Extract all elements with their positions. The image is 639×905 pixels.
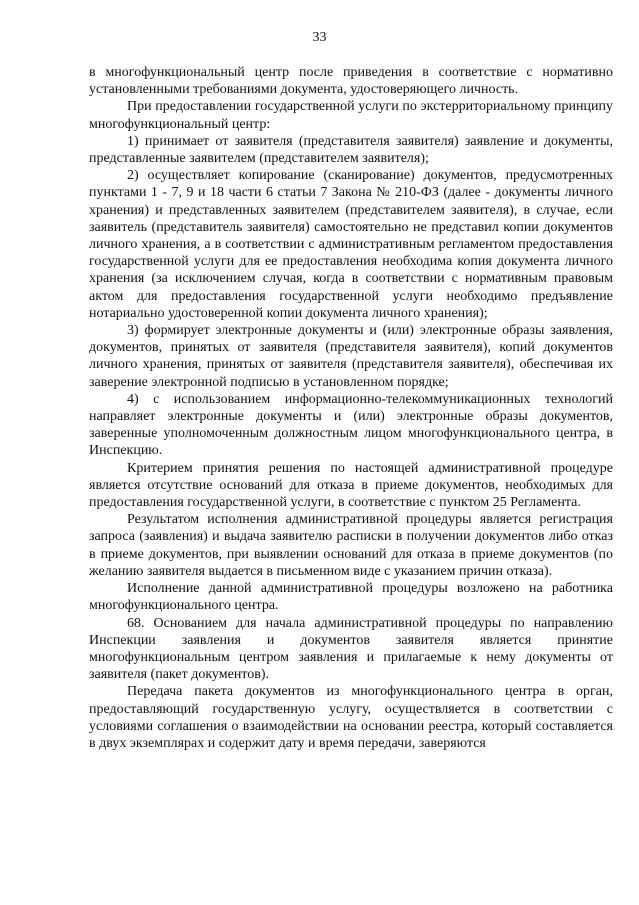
paragraph-continuation: в многофункциональный центр после приведения в соответствие с нормативно установленными требованиями документа, удостоверяющего личность. (89, 65, 613, 98)
paragraph-item-2: 2) осуществляет копирование (сканирование) документов, предусмотренных пунктами 1 - 7, 9 и 18 части 6 статьи 7 Закона № 210-ФЗ (далее - документы личного хранения) и представленных заявителем (представителем заявителя), в случае, если заявитель (представитель заявителя) самостоятельно не представил копии документов личного хранения, а в соответствии с административным регламентом предоставления государственной услуги для ее предоставления необходима копия документа личного хранения (за исключением случая, когда в соответствии с нормативным правовым актом для предоставления государственной услуги необходимо предъявление нотариально удостоверенной копии документа личного хранения); (89, 168, 613, 321)
paragraph-transfer: Передача пакета документов из многофункционального центра в орган, предоставляющий государственную услугу, осуществляется в соответствии с условиями соглашения о взаимодействии на основании реестра, который составляется в двух экземплярах и содержит дату и время передачи, заверяются (89, 684, 613, 751)
paragraph-result: Результатом исполнения административной процедуры является регистрация запроса (заявления) и выдача заявителю расписки в получении документов либо отказ в приеме документов, при выявлении оснований для отказа в приеме документов (по желанию заявителя выдается в письменном виде с указанием причин отказа). (89, 512, 613, 579)
paragraph-executor: Исполнение данной административной процедуры возложено на работника многофункционального центра. (89, 581, 613, 614)
paragraph-criterion: Критерием принятия решения по настоящей административной процедуре является отсутствие оснований для отказа в приеме документов, необходимых для предоставления государственной услуги, в соответствие с пунктом 25 Регламента. (89, 460, 613, 511)
paragraph-item-1: 1) принимает от заявителя (представителя заявителя) заявление и документы, представленные заявителем (представителем заявителя); (89, 133, 613, 167)
paragraph-item-68: 68. Основанием для начала административной процедуры по направлению Инспекции заявления и документов заявителя является принятие многофункциональным центром заявления и прилагаемые к нему документы от заявителя (пакет документов). (89, 615, 613, 683)
paragraph-item-3: 3) формирует электронные документы и (или) электронные образы заявления, документов, принятых от заявителя (представителя заявителя), копий документов личного хранения, принятых от заявителя (представителя заявителя), обеспечивая их заверение электронной подписью в установленном порядке; (89, 323, 613, 390)
paragraph-extraterritorial-intro: При предоставлении государственной услуги по экстерриториальному принципу многофункциональный центр: (89, 99, 613, 132)
document-body (89, 64, 613, 752)
page-number: 33 (312, 30, 327, 45)
paragraph-item-4: 4) с использованием информационно-телекоммуникационных технологий направляет электронные документы и (или) электронные образы документов, заверенные уполномоченным должностным лицом многофункционального центра, в Инспекцию. (89, 391, 613, 459)
